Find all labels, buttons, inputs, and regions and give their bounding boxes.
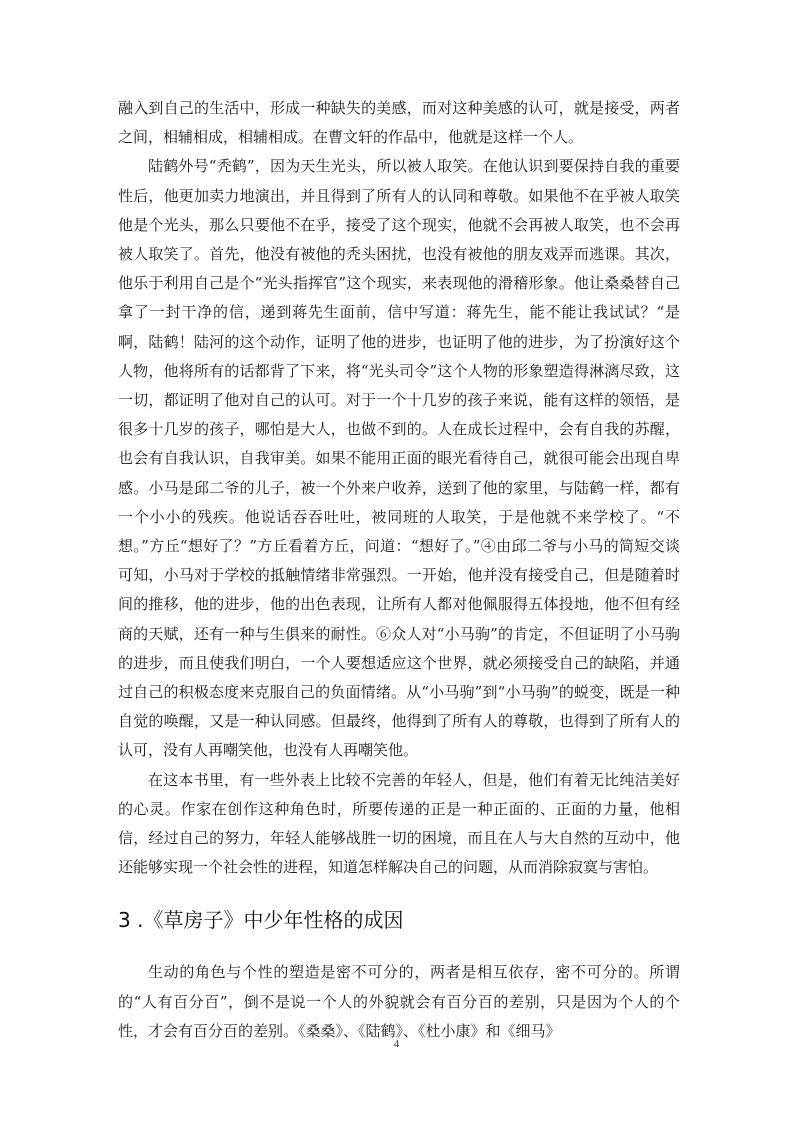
body-text	[118, 94, 680, 1046]
section-heading: 3 .《草房子》中少年性格的成因	[118, 908, 404, 933]
paragraph-4: 生动的角色与个性的塑造是密不可分的，两者是相互依存，密不可分的。所谓的“人有百分百”，倒不是说一个人的外貌就会有百分百的差别，只是因为个人的个性，才会有百分百的差别。《桑桑》、《陆鹤》、《杜小康》和《细马》	[118, 963, 680, 1040]
paragraph-3: 在这本书里，有一些外表上比较不完善的年轻人，但是，他们有着无比纯洁美好的心灵。作家在创作这种角色时，所要传递的正是一种正面的、正面的力量，他相信，经过自己的努力，年轻人能够战胜一切的困境，而且在人与大自然的互动中，他还能够实现一个社会性的进程，知道怎样解决自己的问题，从而消除寂寞与害怕。	[118, 770, 680, 877]
paragraph-1: 融入到自己的生活中，形成一种缺失的美感，而对这种美感的认可，就是接受，两者之间，相辅相成，相辅相成。在曹文轩的作品中，他就是这样一个人。	[118, 99, 680, 147]
page-number: 4	[393, 1038, 400, 1050]
paragraph-2: 陆鹤外号“秃鹤”，因为天生光头，所以被人取笑。在他认识到要保持自我的重要性后，他更加卖力地演出，并且得到了所有人的认同和尊敬。如果他不在乎被人取笑他是个光头，那么只要他不在乎，接受了这个现实，他就不会再被人取笑，也不会再被人取笑了。首先，他没有被他的秃头困扰，也没有被他的朋友戏弄而逃课。其次，他乐于利用自己是个“光头指挥官”这个现实，来表现他的滑稽形象。他让桑桑替自己拿了一封干净的信，递到蒋先生面前，信中写道：蒋先生，能不能让我试试？“是啊，陆鹤！陆河的这个动作，证明了他的进步，也证明了他的进步，为了扮演好这个人物，他将所有的话都背了下来，将“光头司令”这个人物的形象塑造得淋漓尽致，这一切，都证明了他对自己的认可。对于一个十几岁的孩子来说，能有这样的领悟，是很多十几岁的孩子，哪怕是大人，也做不到的。人在成长过程中，会有自我的苏醒，也会有自我认识，自我审美。如果不能用正面的眼光看待自己，就很可能会出现自卑感。小马是邱二爷的儿子，被一个外来户收养，送到了他的家里，与陆鹤一样，都有一个小小的残疾。他说话吞吞吐吐，被同班的人取笑，于是他就不来学校了。“不想。”方丘“想好了？”方丘看着方丘，问道：“想好了。”④由邱二爷与小马的简短交谈可知，小马对于学校的抵触情绪非常强烈。一开始，他并没有接受自己，但是随着时间的推移，他的进步，他的出色表现，让所有人都对他佩服得五体投地，他不但有经商的天赋，还有一种与生俱来的耐性。⑥众人对“小马驹”的肯定，不但证明了小马驹的进步，而且使我们明白，一个人要想适应这个世界，就必须接受自己的缺陷，并通过自己的积极态度来克服自己的负面情绪。从“小马驹”到“小马驹”的蜕变，既是一种自觉的唤醒，又是一种认同感。但最终，他得到了所有人的尊敬，也得到了所有人的认可，没有人再嘲笑他，也没有人再嘲笑他。	[118, 157, 680, 760]
